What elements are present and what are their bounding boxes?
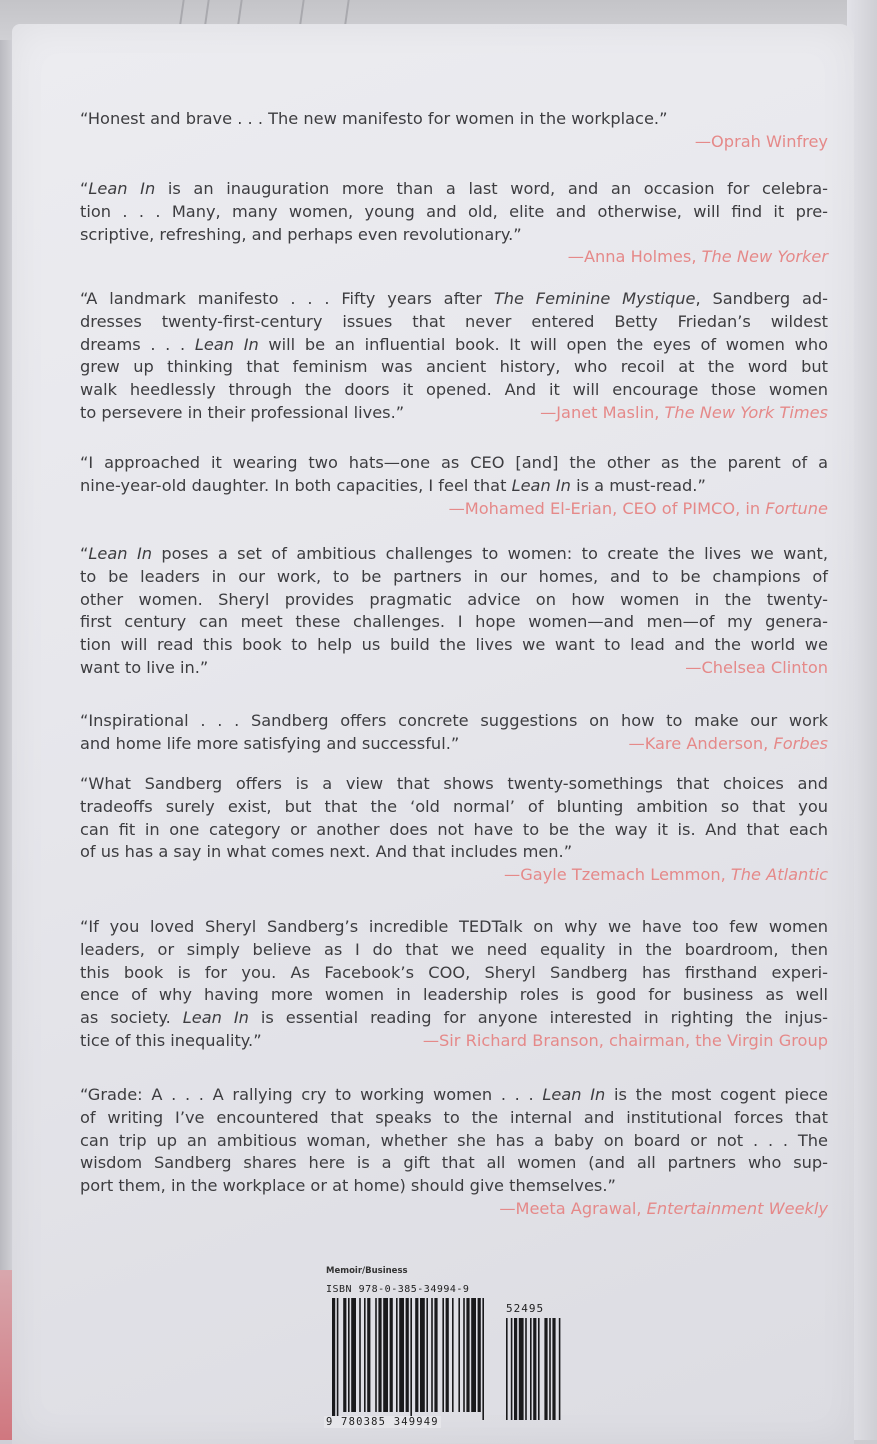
quote-line: [80, 402, 828, 425]
quote-line-text: tice of this inequality.”: [80, 1030, 262, 1050]
quote-gayle-lemmon: [80, 773, 828, 887]
quote-meeta-agrawal: [80, 1084, 828, 1221]
barcode-bar: [478, 1298, 481, 1412]
price-code: 52495: [506, 1302, 545, 1315]
quote-attribution: —Sir Richard Branson, chairman, the Virgin Group: [422, 1030, 828, 1050]
barcode-bar: [343, 1298, 346, 1412]
barcode-addon-bar: [519, 1318, 524, 1420]
barcode-bar: [482, 1298, 484, 1420]
barcode-bar: [420, 1298, 425, 1412]
isbn-text: ISBN 978-0-385-34994-9: [326, 1284, 470, 1295]
quote-attribution: —Gayle Tzemach Lemmon, The Atlantic: [504, 865, 828, 885]
barcode-bar: [463, 1298, 465, 1412]
quote-line: other women. Sheryl provides pragmatic advice on how women in the twenty-: [80, 589, 828, 609]
quote-line: [80, 1030, 828, 1053]
quote-kare-anderson: [80, 710, 828, 756]
quote-line: wisdom Sandberg shares here is a gift that all women (and all partners who sup-: [80, 1153, 828, 1173]
quote-attribution: —Mohamed El-Erian, CEO of PIMCO, in Fortune: [448, 498, 828, 518]
quote-el-erian: [80, 452, 828, 520]
barcode-bar: [390, 1298, 393, 1412]
quote-line: [80, 657, 828, 680]
barcode-block: [324, 1262, 584, 1440]
barcode-bar: [332, 1298, 335, 1420]
quote-line: leaders, or simply believe as I do that we need equality in the boardroom, then: [80, 939, 828, 959]
barcode-digits: 9 780385 349949: [326, 1416, 439, 1428]
quote-line: of us has a say in what comes next. And that includes men.”: [80, 842, 573, 862]
quote-line: can trip up an ambitious woman, whether she has a baby on board or not . . . The: [80, 1130, 828, 1150]
quote-line: grew up thinking that feminism was ancient history, who recoil at the word but: [80, 357, 828, 377]
barcode-addon-bar: [530, 1318, 532, 1420]
quote-line: “I approached it wearing two hats—one as CEO [and] the other as the parent of a: [80, 453, 828, 472]
quote-line: “Lean In poses a set of ambitious challenges to women: to create the lives we want,: [80, 544, 828, 563]
barcode-bar: [442, 1298, 444, 1412]
quote-line-text: to persevere in their professional lives.”: [80, 402, 405, 422]
barcode-icon: [324, 1298, 584, 1423]
quote-line: tradeoffs surely exist, but that the ‘old normal’ of blunting ambition so that you: [80, 796, 828, 816]
barcode-bar: [410, 1298, 412, 1420]
barcode-bar: [466, 1298, 469, 1412]
barcode-bar: [426, 1298, 428, 1412]
quote-oprah: [80, 108, 828, 154]
quote-line: as society. Lean In is essential reading for anyone interested in righting the injus-: [80, 1008, 828, 1028]
quote-line: this book is for you. As Facebook’s COO, Sheryl Sandberg has firsthand experi-: [80, 962, 828, 982]
quote-line: nine-year-old daughter. In both capacities, I feel that Lean In is a must-read.”: [80, 475, 706, 495]
barcode-bar: [434, 1298, 437, 1412]
barcode-addon-bar: [544, 1318, 547, 1420]
quote-line: [80, 733, 828, 756]
quote-line-text: want to live in.”: [80, 657, 209, 677]
barcode-addon-bar: [533, 1318, 536, 1420]
quote-line: “Grade: A . . . A rallying cry to working women . . . Lean In is the most cogent piece: [80, 1085, 828, 1104]
barcode-addon-bar: [525, 1318, 527, 1420]
quote-line: to be leaders in our work, to be partners in our homes, and to be champions of: [80, 566, 828, 586]
quote-line: dresses twenty-first-century issues that never entered Betty Friedan’s wildest: [80, 311, 828, 331]
quote-janet-maslin: [80, 288, 828, 425]
barcode-bar: [415, 1298, 418, 1412]
quote-line: tion will read this book to help us build the lives we want to lead and the world we: [80, 635, 828, 655]
barcode-bar: [337, 1298, 339, 1420]
barcode-bar: [396, 1298, 398, 1412]
quote-attribution: —Anna Holmes, The New Yorker: [567, 247, 828, 267]
barcode-bar: [431, 1298, 433, 1412]
barcode-addon-bar: [506, 1318, 508, 1420]
barcode-bar: [364, 1298, 366, 1412]
barcode-addon-bar: [559, 1318, 561, 1420]
barcode-bar: [378, 1298, 381, 1412]
barcode-bar: [452, 1298, 454, 1412]
barcode-addon-bar: [511, 1318, 513, 1420]
barcode-bar: [399, 1298, 404, 1412]
quote-line: first century can meet these challenges. I hope women—and men—of my genera-: [80, 612, 828, 632]
barcode-bar: [406, 1298, 409, 1412]
barcode-addon-bar: [514, 1318, 517, 1420]
barcode-addon-bar: [549, 1318, 551, 1420]
quote-line: “If you loved Sheryl Sandberg’s incredible TEDTalk on why we have too few women: [80, 917, 828, 936]
barcode-addon-bar: [538, 1318, 540, 1420]
barcode-bar: [367, 1298, 370, 1412]
quote-chelsea-clinton: [80, 543, 828, 680]
barcode-addon-bar: [552, 1318, 555, 1420]
quote-line: “Honest and brave . . . The new manifesto for women in the workplace.”: [80, 109, 668, 128]
category-label: Memoir/Business: [326, 1266, 408, 1276]
barcode-bar: [359, 1298, 361, 1412]
quote-attribution: —Janet Maslin, The New York Times: [540, 402, 828, 422]
quote-line: “A landmark manifesto . . . Fifty years after The Feminine Mystique, Sandberg ad-: [80, 289, 828, 308]
barcode-bar: [375, 1298, 377, 1412]
barcode-bar: [348, 1298, 350, 1412]
quote-attribution: —Meeta Agrawal, Entertainment Weekly: [499, 1198, 828, 1218]
barcode-bar: [471, 1298, 476, 1412]
quote-anna-holmes: [80, 178, 828, 269]
quote-line: “Inspirational . . . Sandberg offers concrete suggestions on how to make our work: [80, 711, 828, 730]
quote-attribution: —Oprah Winfrey: [694, 131, 828, 151]
barcode-bar: [446, 1298, 449, 1412]
barcode-bar: [458, 1298, 460, 1412]
quote-line: ence of why having more women in leadership roles is good for business as well: [80, 985, 828, 1005]
quote-line: walk heedlessly through the doors it opened. And it will encourage those women: [80, 380, 828, 400]
quote-line: scriptive, refreshing, and perhaps even revolutionary.”: [80, 224, 522, 244]
barcode-bar: [383, 1298, 388, 1412]
quote-line: port them, in the workplace or at home) should give themselves.”: [80, 1176, 616, 1196]
quote-line: can fit in one category or another does not have to be the way it is. And that each: [80, 819, 828, 839]
quote-line-text: and home life more satisfying and successful.”: [80, 733, 460, 753]
quote-line: “What Sandberg offers is a view that shows twenty-somethings that choices and: [80, 774, 828, 793]
quote-line: “Lean In is an inauguration more than a last word, and an occasion for celebra-: [80, 179, 828, 198]
quote-line: dreams . . . Lean In will be an influential book. It will open the eyes of women who: [80, 334, 828, 354]
quote-line: of writing I’ve encountered that speaks to the internal and institutional forces that: [80, 1107, 828, 1127]
quote-attribution: —Kare Anderson, Forbes: [628, 733, 828, 753]
quote-richard-branson: [80, 916, 828, 1053]
barcode-bar: [351, 1298, 356, 1412]
quote-attribution: —Chelsea Clinton: [685, 657, 828, 677]
quote-line: tion . . . Many, many women, young and old, elite and otherwise, will find it pre-: [80, 201, 828, 221]
